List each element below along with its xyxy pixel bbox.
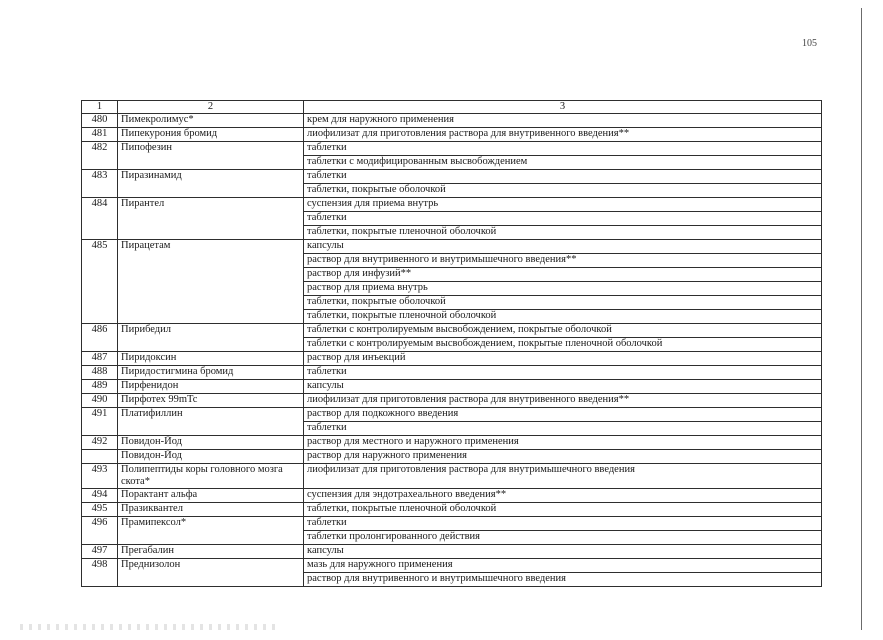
row-number: 494 [82,489,118,503]
drug-name: Пирфотех 99mTc [118,394,304,408]
drug-name: Пипекурония бромид [118,128,304,142]
row-number: 496 [82,517,118,545]
row-number: 485 [82,240,118,324]
row-number [82,450,118,464]
dosage-form: таблетки [304,170,822,184]
page-edge-line [861,8,862,630]
row-number: 480 [82,114,118,128]
table-row [82,450,822,464]
dosage-form: таблетки с контролируемым высвобождением, покрытые оболочкой [304,324,822,338]
row-number: 482 [82,142,118,170]
row-number: 484 [82,198,118,240]
row-number: 483 [82,170,118,198]
drug-name: Платифиллин [118,408,304,436]
drug-name: Пирфенидон [118,380,304,394]
table-row [82,352,822,366]
dosage-form: раствор для инфузий** [304,268,822,282]
drug-name: Повидон-Йод [118,436,304,450]
dosage-form: таблетки [304,142,822,156]
row-number: 490 [82,394,118,408]
dosage-form: таблетки с модифицированным высвобождением [304,156,822,170]
table-row [82,436,822,450]
header-col-forms: 3 [304,101,822,114]
row-number: 491 [82,408,118,436]
drug-name: Повидон-Йод [118,450,304,464]
dosage-form: таблетки пролонгированного действия [304,531,822,545]
row-number: 497 [82,545,118,559]
dosage-form: раствор для инъекций [304,352,822,366]
table-row [82,142,822,156]
drug-name: Прамипексол* [118,517,304,545]
drug-name: Празиквантел [118,503,304,517]
table-row [82,545,822,559]
table-row [82,128,822,142]
table-row [82,170,822,184]
drug-name: Порактант альфа [118,489,304,503]
header-col-name: 2 [118,101,304,114]
table-row [82,517,822,531]
table-row [82,464,822,489]
dosage-form: таблетки [304,422,822,436]
table-row [82,198,822,212]
row-number: 488 [82,366,118,380]
dosage-form: лиофилизат для приготовления раствора для внутривенного введения** [304,394,822,408]
scan-noise [20,624,280,630]
medicine-table [81,100,822,587]
dosage-form: таблетки, покрытые пленочной оболочкой [304,310,822,324]
drug-name: Пимекролимус* [118,114,304,128]
dosage-form: капсулы [304,240,822,254]
drug-name: Пиридоксин [118,352,304,366]
dosage-form: суспензия для приема внутрь [304,198,822,212]
table-row [82,366,822,380]
dosage-form: таблетки, покрытые пленочной оболочкой [304,503,822,517]
table-header-row [82,101,822,114]
table-row [82,114,822,128]
row-number: 487 [82,352,118,366]
dosage-form: мазь для наружного применения [304,559,822,573]
drug-name: Полипептиды коры головного мозга скота* [118,464,304,489]
drug-name: Преднизолон [118,559,304,587]
row-number: 498 [82,559,118,587]
row-number: 481 [82,128,118,142]
drug-name: Пирацетам [118,240,304,324]
dosage-form: раствор для внутривенного и внутримышечного введения [304,573,822,587]
dosage-form: лиофилизат для приготовления раствора для внутривенного введения** [304,128,822,142]
table-row [82,394,822,408]
dosage-form: таблетки [304,366,822,380]
dosage-form: раствор для внутривенного и внутримышечного введения** [304,254,822,268]
drug-name: Пирибедил [118,324,304,352]
dosage-form: таблетки с контролируемым высвобождением, покрытые пленочной оболочкой [304,338,822,352]
row-number: 492 [82,436,118,450]
drug-name: Пирантел [118,198,304,240]
table-row [82,380,822,394]
row-number: 493 [82,464,118,489]
page-number: 105 [802,38,817,49]
dosage-form: таблетки, покрытые пленочной оболочкой [304,226,822,240]
table-row [82,324,822,338]
dosage-form: раствор для приема внутрь [304,282,822,296]
dosage-form: таблетки [304,212,822,226]
dosage-form: раствор для подкожного введения [304,408,822,422]
table-row [82,240,822,254]
drug-name: Прегабалин [118,545,304,559]
drug-name: Пипофезин [118,142,304,170]
dosage-form: капсулы [304,545,822,559]
header-col-number: 1 [82,101,118,114]
table-row [82,559,822,573]
dosage-form: раствор для наружного применения [304,450,822,464]
row-number: 489 [82,380,118,394]
table-row [82,503,822,517]
dosage-form: лиофилизат для приготовления раствора для внутримышечного введения [304,464,822,489]
drug-name: Пиридостигмина бромид [118,366,304,380]
table-row [82,489,822,503]
dosage-form: таблетки [304,517,822,531]
drug-name: Пиразинамид [118,170,304,198]
dosage-form: крем для наружного применения [304,114,822,128]
dosage-form: суспензия для эндотрахеального введения** [304,489,822,503]
dosage-form: таблетки, покрытые оболочкой [304,184,822,198]
dosage-form: таблетки, покрытые оболочкой [304,296,822,310]
table-row [82,408,822,422]
row-number: 495 [82,503,118,517]
dosage-form: капсулы [304,380,822,394]
dosage-form: раствор для местного и наружного применения [304,436,822,450]
row-number: 486 [82,324,118,352]
medicine-table-body [82,101,822,587]
